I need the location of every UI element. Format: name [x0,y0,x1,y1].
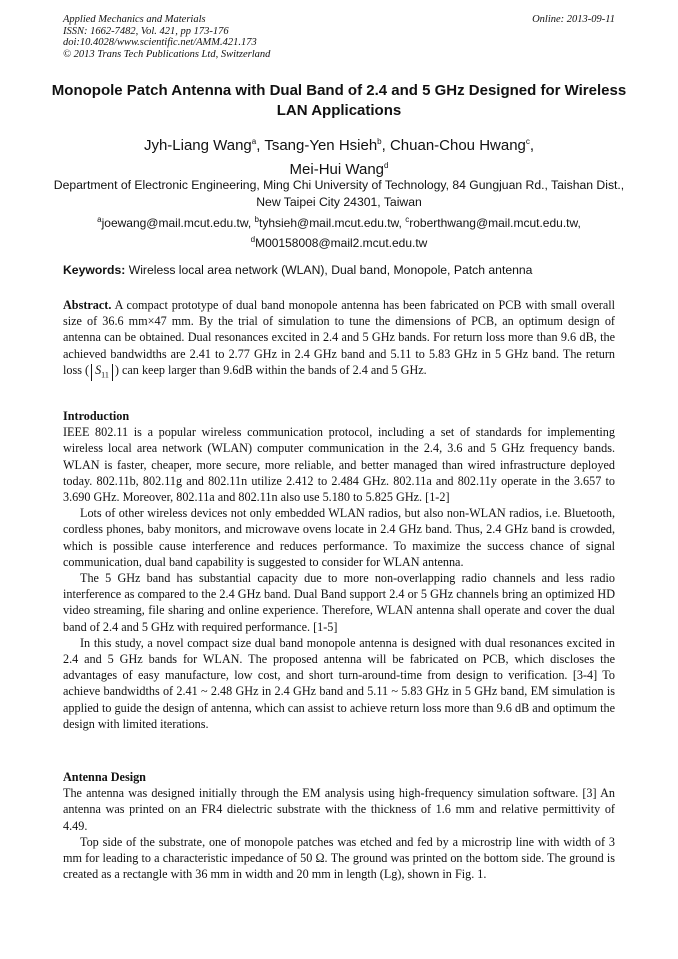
doi-line: doi:10.4028/www.scientific.net/AMM.421.173 [63,37,257,48]
author-separator: , [529,137,535,154]
abstract-text: ) can keep larger than 9.6dB within the bands of 2.4 and 5 GHz. [114,362,427,377]
author-superscript: d [384,161,389,170]
journal-header [63,14,270,60]
paragraph: IEEE 802.11 is a popular wireless communication protocol, including a set of standards for implementing wireless local area network (WLAN) computer communication in the 2.4, 3.6 and 5 GHz frequency bands. WLAN is faster, cheaper, more secure, more reliable, and better managed than wired infrastructure deployed today. 802.11b, 802.11g and 802.11n utilize 2.412 to 2.484 GHz. 802.11a and 802.11y operate in the 3.657 to 3.690 GHz. Moreover, 802.11a and 802.11n also use 5.180 to 5.825 GHz. [1-2] [63,425,615,505]
email-superscript: d [250,234,256,244]
keywords-text: Wireless local area network (WLAN), Dual band, Monopole, Patch antenna [125,263,533,277]
copyright-line: © 2013 Trans Tech Publications Ltd, Switzerland [63,48,271,60]
abstract-text: A compact prototype of dual band monopole antenna has been fabricated on PCB with small overall size of 36.6 mm×47 mm. By the trial of simulation to tune the dimensions of PCB, an optimum design of antenna can be obtained. Dual resonances excited in 2.4 and 5 GHz bands. For return loss more than 9.6 dB, the achieved bandwidths are 2.41 to 2.77 GHz in 2.4 GHz band and 5.11 to 5.83 GHz in 5 GHz band. The return loss ( [63,298,615,377]
email-address: roberthwang@mail.mcut.edu.tw, [409,216,581,230]
online-date: Online: 2013-09-11 [532,14,615,25]
email-superscript: b [254,215,259,224]
author-separator: , [381,137,390,154]
author-name: Mei-Hui Wang [289,161,384,178]
section-heading: Introduction [63,409,130,423]
author-superscript: b [377,137,382,146]
author-superscript: c [525,137,530,146]
antenna-design-section [63,769,615,882]
keywords [63,262,615,278]
email-list [40,212,638,251]
email-address: M00158008@mail2.mcut.edu.tw [255,235,428,250]
journal-name: Applied Mechanics and Materials [63,14,206,25]
section-heading: Antenna Design [63,770,146,784]
email-superscript: a [97,215,102,224]
keywords-label: Keywords: [63,263,126,277]
paragraph: Top side of the substrate, one of monopole patches was etched and fed by a microstrip line with width of 3 mm for leading to a characteristic impedance of 50 Ω. The ground was printed on the bottom side. The ground is created as a rectangle with 36 mm in width and 20 mm in length (Lg), shown in Fig. 1. [63,834,615,882]
issn-line: ISSN: 1662-7482, Vol. 421, pp 173-176 [63,25,229,37]
abstract [63,297,615,381]
paper-title: Monopole Patch Antenna with Dual Band of 2.4 and 5 GHz Designed for Wireless LAN Applications [51,82,627,119]
author-name: Chuan-Chou Hwang [389,137,526,154]
paragraph: The 5 GHz band has substantial capacity due to more non-overlapping radio channels and less radio interference as compared to the 2.4 GHz band. Dual Band support 2.4 or 5 GHz channels bring an optimized HD video streaming, file sharing and online experience. Therefore, WLAN antenna shall operate and cover the dual band of 2.4 and 5 GHz with required performance. [1-5] [63,571,615,634]
author-name: Jyh-Liang Wang [143,137,252,154]
author-superscript: a [251,137,257,146]
abstract-label: Abstract. [63,298,112,312]
introduction-section [63,408,615,732]
paragraph: The antenna was designed initially through the EM analysis using high-frequency simulation software. [3] An antenna was printed on an FR4 dielectric substrate with the thickness of 1.6 mm and relative permittivity of 4.49. [63,786,615,833]
s11-symbol [91,364,113,381]
email-address: joewang@mail.mcut.edu.tw, [101,216,255,230]
paragraph: Lots of other wireless devices not only embedded WLAN radios, but also non-WLAN radios, i.e. Bluetooth, cordless phones, baby monitors, and microwave ovens locate in 2.4 GHz band. Thus, 2.4 GHz band is crowded, which is possible cause interference and reduces performance. To maximize the success chance of signal communication, dual band capability is suggested to consider for WLAN antenna. [63,506,615,569]
email-address: tyhsieh@mail.mcut.edu.tw, [258,216,406,230]
email-superscript: c [405,215,410,224]
s11-subscript: 11 [101,370,109,380]
author-separator: , [256,137,265,154]
author-list [40,132,638,180]
s11-letter: S [95,362,102,377]
author-name: Tsang-Yen Hsieh [264,137,378,154]
paragraph: In this study, a novel compact size dual band monopole antenna is designed with dual resonances excited in 2.4 and 5 GHz bands for WLAN. The proposed antenna will be fabricated on PCB, which discloses the advantages of easy manufacture, low cost, and short turn-around-time from design to verification. [3-4] To achieve bandwidths of 2.41 ~ 2.48 GHz in 2.4 GHz band and 5.11 ~ 5.83 GHz in 5 GHz band, EM simulation is applied to guide the design of antenna, which can assist to achieve return loss more than 9.6 dB and optimum the design with limited iterations. [63,635,615,731]
affiliation: Department of Electronic Engineering, Ming Chi University of Technology, 84 Gungjuan Rd., Taishan Dist., New Taipei City 24301, Taiwan [53,178,625,209]
